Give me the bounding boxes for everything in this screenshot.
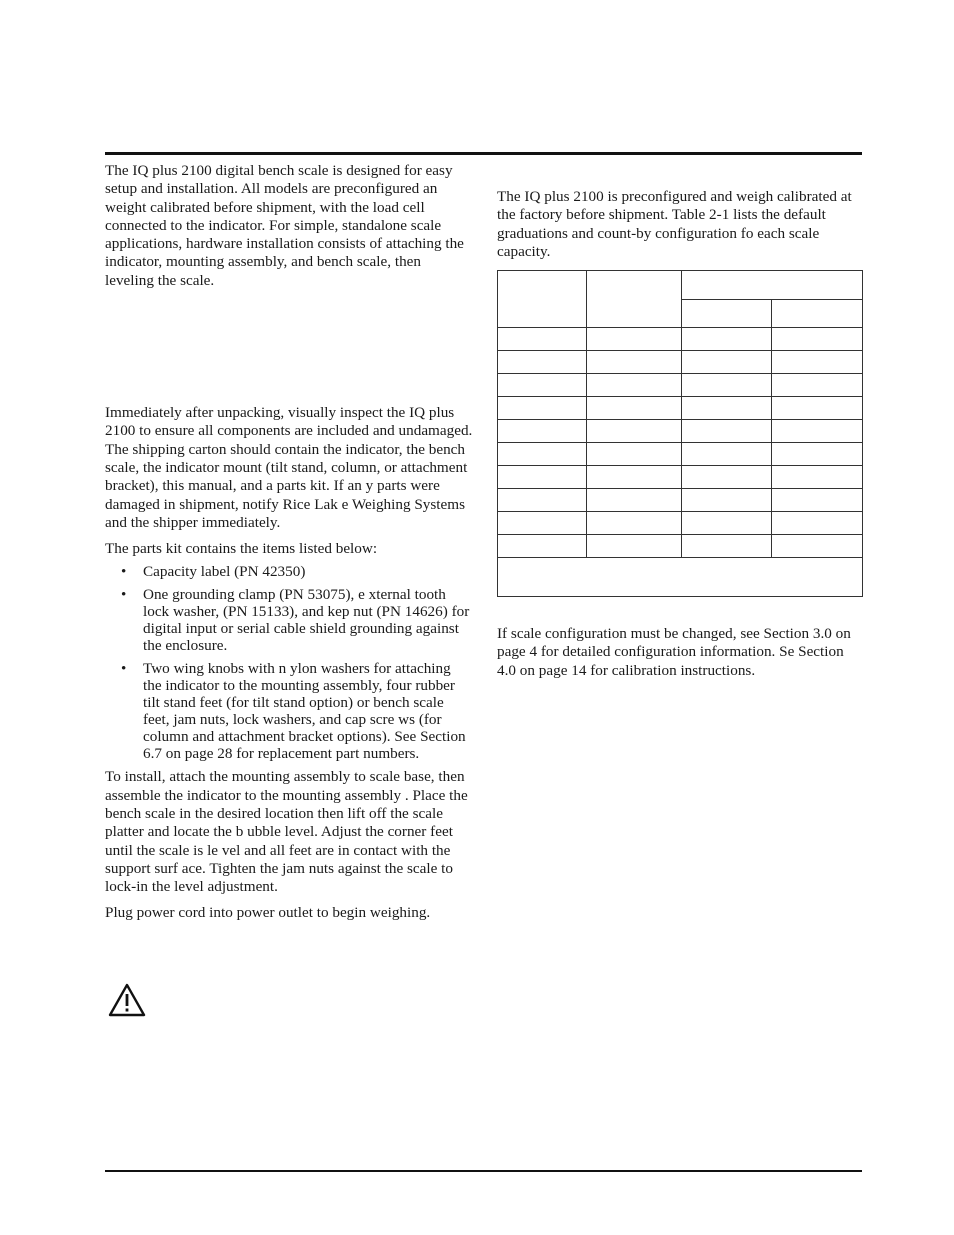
inspection-paragraph: Immediately after unpacking, visually inspect the IQ plus 2100 to ensure all components are included and undamaged. The shipping carton should contain the indicator, the bench scale, the indicator mount (tilt stand, column, or attachment bracket), this manual, and a parts kit. If an y parts were damaged in shipment, notify Rice Lak e Weighing Systems and the shipper immediately.: [105, 404, 473, 531]
table-header-cell: [772, 300, 863, 328]
list-item-text: One grounding clamp (PN 53075), e xternal tooth lock washer, (PN 15133), and kep nut (PN 14626) for digital input or serial cable shield grounding against the enclosure.: [143, 586, 470, 655]
left-column: [105, 162, 473, 922]
plug-paragraph: Plug power cord into power outlet to begin weighing.: [105, 903, 431, 921]
table-cell: [772, 374, 863, 397]
table-row: [498, 535, 863, 558]
table-cell: [772, 328, 863, 351]
table-cell: [682, 351, 772, 374]
table-row: [498, 420, 863, 443]
table-cell: [498, 374, 587, 397]
table-cell: [682, 512, 772, 535]
table-cell: [587, 443, 682, 466]
table-cell: [498, 512, 587, 535]
table-cell: [587, 351, 682, 374]
table-row: [498, 374, 863, 397]
bullet-icon: •: [121, 659, 127, 677]
table-cell: [587, 535, 682, 558]
table-footer-row: [498, 558, 863, 597]
table-cell: [498, 489, 587, 512]
table-cell: [682, 328, 772, 351]
table-row: [498, 489, 863, 512]
configuration-intro-paragraph: The IQ plus 2100 is preconfigured and weigh calibrated at the factory before shipment. Table 2-1 lists the default graduations and count-by configuration fo each scale capacity.: [497, 188, 852, 260]
table-cell: [587, 466, 682, 489]
table-cell: [682, 443, 772, 466]
table-row: [498, 512, 863, 535]
table-row: [498, 466, 863, 489]
bullet-icon: •: [121, 586, 127, 604]
table-header-row: [498, 271, 863, 300]
table-body: [498, 328, 863, 558]
table-cell: [772, 420, 863, 443]
configuration-note-paragraph: If scale configuration must be changed, see Section 3.0 on page 4 for detailed configuration information. Se Section 4.0 on page 14 for calibration instructions.: [497, 625, 851, 679]
table-cell: [498, 328, 587, 351]
table-cell: [587, 420, 682, 443]
table-row: [498, 443, 863, 466]
table-row: [498, 351, 863, 374]
table-cell: [772, 489, 863, 512]
parts-kit-list: [105, 564, 473, 762]
top-rule: [105, 152, 862, 155]
list-item: [105, 587, 473, 655]
table-cell: [587, 328, 682, 351]
table-cell: [498, 351, 587, 374]
table-cell: [682, 466, 772, 489]
table-cell: [498, 443, 587, 466]
table-cell: [498, 466, 587, 489]
table-cell: [772, 512, 863, 535]
warning-triangle-icon: [108, 983, 146, 1017]
table-cell: [682, 489, 772, 512]
right-intro-block: [497, 188, 863, 261]
table-cell: [772, 535, 863, 558]
table-cell: [498, 535, 587, 558]
bottom-rule: [105, 1170, 862, 1172]
install-paragraph: To install, attach the mounting assembly to scale base, then assemble the indicator to the mounting assembly . Place the bench scale in the desired location then lift off the scale platter and locate the b ubble level. Adjust the corner feet until the scale is le vel and all feet are in contact with the support surf ace. Tighten the jam nuts against the scale to lock-in the level adjustment.: [105, 768, 468, 896]
table-cell: [772, 397, 863, 420]
table-footer-cell: [498, 558, 863, 597]
table-cell: [498, 397, 587, 420]
table-cell: [682, 535, 772, 558]
bullet-icon: •: [121, 563, 127, 581]
intro-paragraph: The IQ plus 2100 digital bench scale is designed for easy setup and installation. All models are preconfigured an weight calibrated before shipment, with the load cell connected to the indicator. For simple, standalone scale applications, hardware installation consists of attaching the indicator, mounting assembly, and bench scale, then leveling the scale.: [105, 162, 464, 289]
table-cell: [772, 443, 863, 466]
table-header-cell: [587, 271, 682, 328]
table-cell: [772, 351, 863, 374]
table-header-cell: [682, 300, 772, 328]
table-row: [498, 397, 863, 420]
graduations-table: [497, 270, 863, 597]
parts-kit-intro: The parts kit contains the items listed below:: [105, 540, 378, 558]
list-item: [105, 661, 473, 762]
right-note-block: [497, 625, 863, 680]
table-cell: [682, 397, 772, 420]
table-cell: [587, 397, 682, 420]
table-header-cell: [498, 271, 587, 328]
table-cell: [682, 420, 772, 443]
table-row: [498, 328, 863, 351]
table-cell: [498, 420, 587, 443]
table-cell: [587, 512, 682, 535]
table-cell: [587, 489, 682, 512]
table-cell: [682, 374, 772, 397]
table-header-cell: [682, 271, 863, 300]
table-cell: [772, 466, 863, 489]
list-item-text: Two wing knobs with n ylon washers for attaching the indicator to the mounting assembly, four rubber tilt stand feet (for tilt stand option) or bench scale feet, jam nuts, lock washers, and cap scre ws (for column and attachment bracket options). See Section 6.7 on page 28 for replacement part numbers.: [143, 659, 466, 762]
list-item: [105, 564, 473, 581]
list-item-text: Capacity label (PN 42350): [143, 563, 306, 581]
table-cell: [587, 374, 682, 397]
